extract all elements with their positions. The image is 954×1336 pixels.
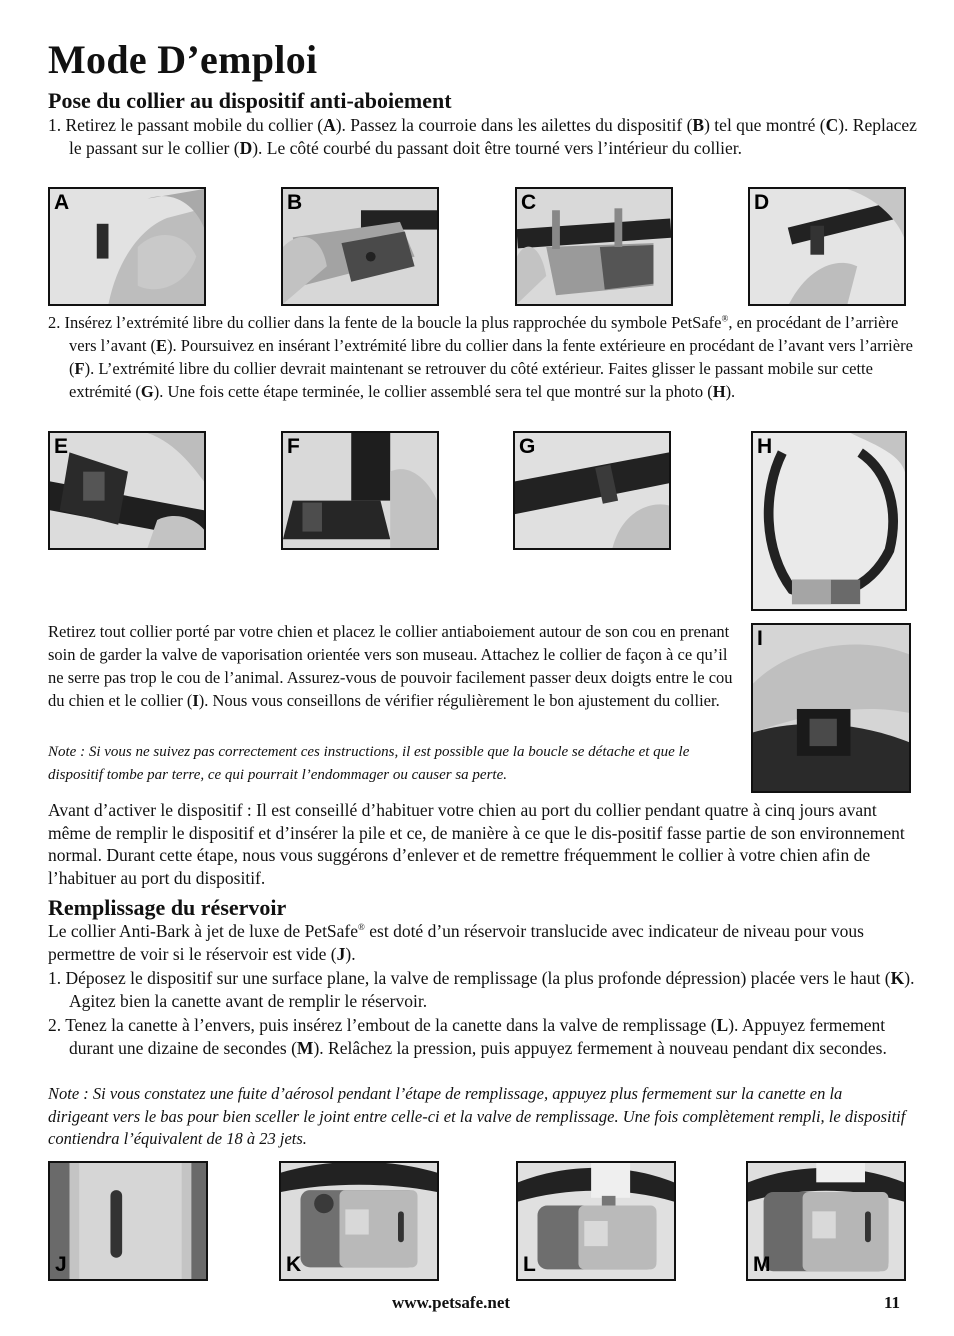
photo-g-label: G — [519, 435, 536, 458]
photo-f-image — [283, 433, 437, 548]
photo-b — [281, 187, 439, 306]
note-refill: Note : Si vous constatez une fuite d’aérosol pendant l’étape de remplissage, appuyez plus fermement sur la canette en la dirigeant vers le bas pour bien sceller le joint entre celle-ci et la valve de remplissage. Une fois complètement rempli, le dispositif contiendra l’équivalent de 18 à 23 jets. — [48, 1084, 906, 1148]
photo-m — [746, 1161, 906, 1281]
section-heading-collar: Pose du collier au dispositif anti-aboiement — [48, 88, 452, 113]
photo-l-image — [518, 1163, 674, 1279]
photo-c-label: C — [521, 191, 537, 214]
photo-a — [48, 187, 206, 306]
photo-a-image — [50, 189, 204, 304]
photo-f-label: F — [287, 435, 300, 458]
photo-l — [516, 1161, 676, 1281]
refill-step-1-text: 1. Déposez le dispositif sur une surface plane, la valve de remplissage (la plus profonde dépression) placée vers le haut (K). Agitez bien la canette avant de remplir le réservoir. — [48, 968, 915, 1011]
photo-d — [748, 187, 906, 306]
photo-i-image — [753, 625, 909, 791]
photo-c-image — [517, 189, 671, 304]
photo-k-image — [281, 1163, 437, 1279]
photo-l-label: L — [523, 1253, 536, 1276]
photo-d-label: D — [754, 191, 770, 214]
photo-k-label: K — [286, 1253, 302, 1276]
photo-e-image — [50, 433, 204, 548]
footer-url[interactable]: www.petsafe.net — [392, 1293, 511, 1312]
photo-e-label: E — [54, 435, 69, 458]
page-title: Mode D’emploi — [48, 37, 318, 82]
photo-b-label: B — [287, 191, 303, 214]
photo-j — [48, 1161, 208, 1281]
photo-h — [751, 431, 907, 611]
before-activation-text: Avant d’activer le dispositif : Il est conseillé d’habituer votre chien au port du collier pendant quatre à cinq jours avant même de remplir le dispositif et d’insérer la pile et ce, de manière à ce que le dis-positif fasse partie de son environnement normal. Durant cette étape, nous vous suggérons d’enlever et de remettre fréquemment le collier à votre chien afin de l’habituer au port du dispositif. — [48, 800, 905, 888]
photo-e — [48, 431, 206, 550]
note-collar: Note : Si vous ne suivez pas correctement ces instructions, il est possible que la boucle se détache et que le dispositif tombe par terre, ce qui pourrait l’endommager ou causer sa perte. — [48, 744, 690, 783]
photo-h-image — [753, 433, 905, 609]
photo-m-image — [748, 1163, 904, 1279]
photo-c — [515, 187, 673, 306]
photo-i-label: I — [757, 627, 763, 650]
refill-intro-text: Le collier Anti-Bark à jet de luxe de PetSafe® est doté d’un réservoir translucide avec indicateur de niveau pour vous permettre de voir si le réservoir est vide (J). — [48, 921, 864, 964]
photo-j-image — [50, 1163, 206, 1279]
photo-j-label: J — [55, 1253, 67, 1276]
photo-m-label: M — [753, 1253, 771, 1276]
photo-i — [751, 623, 911, 793]
photo-h-label: H — [757, 435, 773, 458]
photo-g-image — [515, 433, 669, 548]
photo-a-label: A — [54, 191, 70, 214]
section-heading-refill: Remplissage du réservoir — [48, 895, 287, 920]
photo-d-image — [750, 189, 904, 304]
photo-k — [279, 1161, 439, 1281]
step-1-text: 1. Retirez le passant mobile du collier (A). Passez la courroie dans les ailettes du dispositif (B) tel que montré (C). Replacez le passant sur le collier (D). Le côté courbé du passant doit être tourné vers l’intérieur du collier. — [48, 115, 917, 158]
step-2-text: 2. Insérez l’extrémité libre du collier dans la fente de la boucle la plus rapprochée du symbole PetSafe®, en procédant de l’arrière vers l’avant (E). Poursuivez en insérant l’extrémité libre du collier dans la fente extérieure en procédant de l’avant vers l’arrière (F). L’extrémité libre du collier devrait maintenant se retrouver du côté extérieur. Faites glisser le passant mobile sur cette extrémité (G). Une fois cette étape terminée, le collier assemblé sera tel que montré sur la photo (H). — [48, 313, 913, 401]
photo-f — [281, 431, 439, 550]
photo-b-image — [283, 189, 437, 304]
photo-g — [513, 431, 671, 550]
fit-text: Retirez tout collier porté par votre chien et placez le collier antiaboiement autour de son cou en prenant soin de garder la valve de vaporisation orientée vers son museau. Attachez le collier de façon à ce qu’il ne serre pas trop le cou de l’animal. Assurez-vous de pouvoir facilement passer deux doigts entre le cou du chien et le collier (I). Nous vous conseillons de vérifier régulièrement le bon ajustement du collier. — [48, 622, 733, 710]
refill-step-2-text: 2. Tenez la canette à l’envers, puis insérez l’embout de la canette dans la valve de remplissage (L). Appuyez fermement durant une dizaine de secondes (M). Relâchez la pression, puis appuyez fermement à nouveau pendant dix secondes. — [48, 1015, 887, 1058]
page-number: 11 — [884, 1293, 901, 1312]
